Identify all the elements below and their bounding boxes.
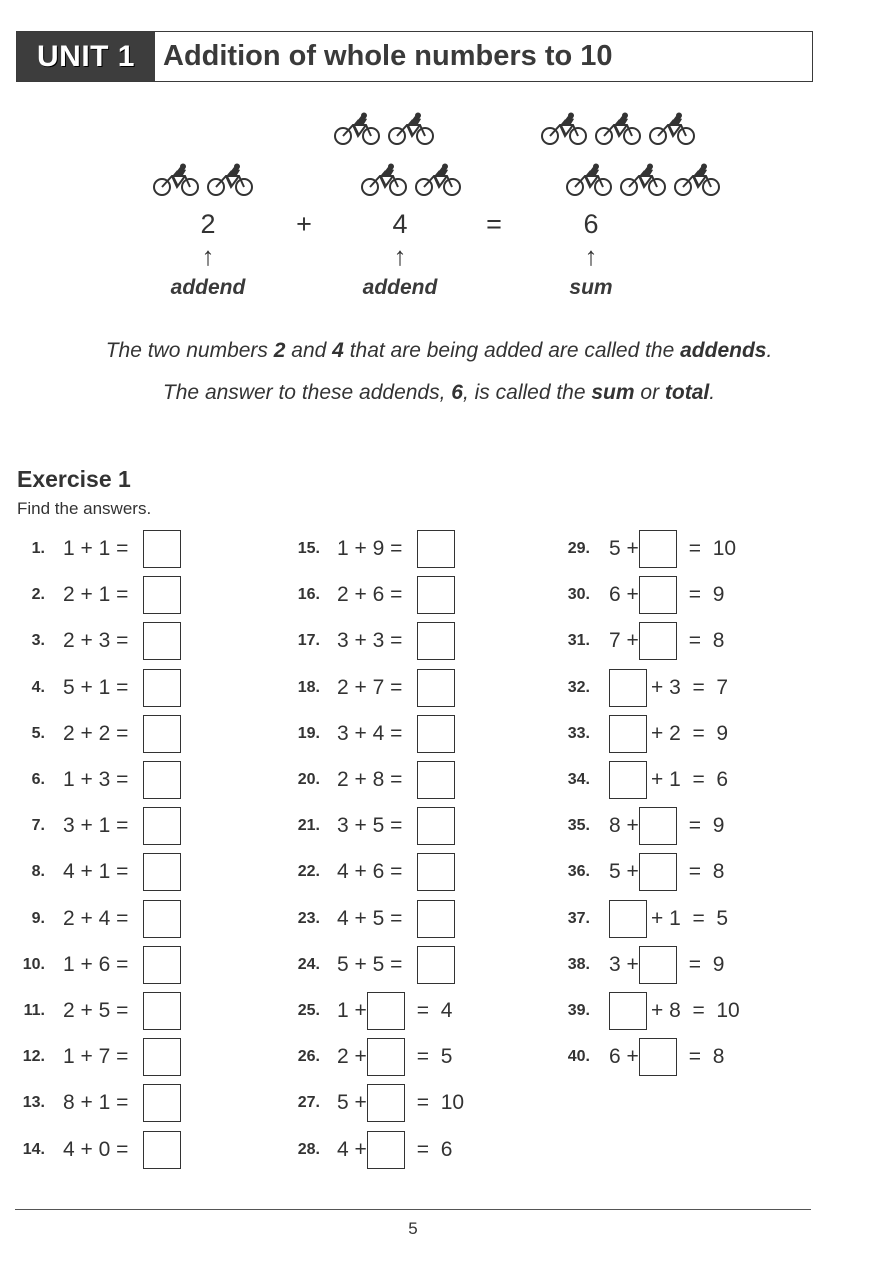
question-number: 24. <box>297 955 320 973</box>
answer-box[interactable] <box>417 576 455 614</box>
answer-box[interactable] <box>609 669 647 707</box>
up-arrow-icon: ↑ <box>201 241 215 271</box>
answer-box[interactable] <box>143 576 181 614</box>
question-text: + 8 = 10 <box>651 999 740 1022</box>
question-row <box>63 621 181 661</box>
question-text: = 5 <box>416 1045 453 1069</box>
question-row <box>337 899 455 939</box>
question-number: 30. <box>567 586 590 604</box>
question-number: 21. <box>297 817 320 835</box>
question-row <box>337 1130 452 1170</box>
question-text: 5 + <box>337 1091 367 1115</box>
answer-box[interactable] <box>639 576 677 614</box>
question-text: = 10 <box>416 1091 465 1115</box>
addend-label: addend <box>362 276 438 299</box>
question-text: = 9 <box>688 583 725 607</box>
question-text: = 6 <box>416 1137 453 1161</box>
answer-box[interactable] <box>417 853 455 891</box>
question-text: 1 + 3 = <box>63 768 129 791</box>
question-number: 36. <box>567 863 590 881</box>
answer-box[interactable] <box>143 992 181 1030</box>
answer-box[interactable] <box>143 807 181 845</box>
answer-box[interactable] <box>417 946 455 984</box>
question-number: 33. <box>567 724 590 742</box>
question-number: 11. <box>23 1002 45 1019</box>
question-number: 40. <box>567 1048 590 1066</box>
question-row <box>609 806 724 846</box>
cyclist-icon <box>619 163 667 197</box>
question-number: 7. <box>31 817 45 835</box>
question-number: 3. <box>31 632 45 650</box>
answer-box[interactable] <box>417 807 455 845</box>
sum-label: sum <box>569 276 613 299</box>
page-number: 5 <box>408 1219 418 1238</box>
question-row <box>63 806 181 846</box>
cyclist-icon <box>565 163 613 197</box>
plus-sign: + <box>296 209 312 239</box>
question-text: 1 + 7 = <box>63 1045 129 1069</box>
answer-box[interactable] <box>143 900 181 938</box>
cyclist-icon <box>152 163 200 197</box>
question-number: 9. <box>31 909 45 927</box>
addend-1-value: 2 <box>200 209 216 239</box>
cyclist-icon <box>414 163 462 197</box>
answer-box[interactable] <box>639 807 677 845</box>
question-row <box>609 945 724 985</box>
explanation-line-1: The two numbers 2 and 4 that are being added are called the addends. <box>105 339 773 362</box>
question-row <box>337 991 452 1031</box>
cyclist-group <box>152 163 254 197</box>
question-row <box>337 575 455 615</box>
question-text: 1 + <box>337 999 367 1022</box>
question-text: 1 + 9 = <box>337 537 403 560</box>
question-row <box>609 621 724 661</box>
question-row <box>609 852 724 892</box>
question-text: = 4 <box>416 999 453 1022</box>
cyclist-icon <box>648 112 696 146</box>
page-title: Addition of whole numbers to 10 <box>163 40 613 72</box>
question-text: = 9 <box>688 814 725 838</box>
answer-box[interactable] <box>417 900 455 938</box>
question-text: 3 + 1 = <box>63 814 129 838</box>
question-text: + 1 = 6 <box>651 768 729 791</box>
question-text: 2 + 6 = <box>337 583 403 607</box>
answer-box[interactable] <box>639 946 677 984</box>
question-text: = 8 <box>688 629 725 653</box>
question-row <box>337 1083 464 1123</box>
question-row <box>63 1083 181 1123</box>
answer-box[interactable] <box>417 669 455 707</box>
addend-2-value: 4 <box>392 209 408 239</box>
cyclist-group <box>333 112 435 146</box>
question-text: 2 + 4 = <box>63 906 129 930</box>
question-number: 38. <box>567 955 590 973</box>
cyclist-group <box>360 163 462 197</box>
question-text: 7 + <box>609 629 639 653</box>
unit-header <box>16 31 813 82</box>
question-number: 23. <box>297 909 320 927</box>
answer-box[interactable] <box>367 1131 405 1169</box>
exercise-title: Exercise 1 <box>17 466 131 492</box>
cyclist-icon <box>333 112 381 146</box>
answer-box[interactable] <box>417 715 455 753</box>
cyclist-icon <box>594 112 642 146</box>
answer-box[interactable] <box>143 715 181 753</box>
question-row <box>609 899 728 939</box>
footer-divider <box>15 1209 811 1210</box>
question-row <box>63 575 181 615</box>
question-number: 32. <box>567 678 590 696</box>
question-text: 2 + 8 = <box>337 768 403 791</box>
answer-box[interactable] <box>639 622 677 660</box>
question-text: 2 + 3 = <box>63 629 129 653</box>
question-text: 5 + 1 = <box>63 675 129 699</box>
explanation-line-2: The answer to these addends, 6, is called the sum or total. <box>162 381 716 404</box>
question-number: 25. <box>297 1002 320 1019</box>
question-row <box>609 760 728 800</box>
question-row <box>337 529 455 569</box>
exercise-instruction: Find the answers. <box>17 499 152 518</box>
question-number: 6. <box>31 771 45 788</box>
answer-box[interactable] <box>417 622 455 660</box>
question-number: 22. <box>297 863 320 881</box>
answer-box[interactable] <box>367 1038 405 1076</box>
question-row <box>609 714 728 754</box>
cyclist-icon <box>387 112 435 146</box>
question-number: 27. <box>297 1094 320 1112</box>
question-number: 2. <box>31 586 45 604</box>
question-number: 39. <box>567 1002 590 1019</box>
answer-box[interactable] <box>367 1084 405 1122</box>
cyclist-icon <box>360 163 408 197</box>
question-row <box>63 852 181 892</box>
question-number: 28. <box>297 1140 320 1158</box>
answer-box[interactable] <box>143 530 181 568</box>
question-number: 1. <box>31 540 45 557</box>
question-row <box>63 529 181 569</box>
answer-box[interactable] <box>143 622 181 660</box>
answer-box[interactable] <box>417 761 455 799</box>
question-text: 2 + 2 = <box>63 721 129 745</box>
question-text: 4 + 1 = <box>63 860 129 884</box>
answer-box[interactable] <box>143 1084 181 1122</box>
answer-box[interactable] <box>143 946 181 984</box>
question-number: 37. <box>567 909 590 927</box>
question-text: 1 + 6 = <box>63 952 129 976</box>
question-text: + 2 = 9 <box>651 721 729 745</box>
answer-box[interactable] <box>639 853 677 891</box>
question-text: = 10 <box>688 537 737 560</box>
question-row <box>63 668 181 708</box>
question-text: 3 + <box>609 952 639 976</box>
question-text: 6 + <box>609 1045 639 1069</box>
question-text: + 1 = 5 <box>651 906 729 930</box>
question-row <box>609 529 736 569</box>
cyclist-icon <box>540 112 588 146</box>
question-row <box>609 991 740 1031</box>
equals-sign: = <box>486 209 502 239</box>
question-number: 12. <box>22 1048 45 1066</box>
question-row <box>337 668 455 708</box>
answer-box[interactable] <box>417 530 455 568</box>
question-row <box>337 714 455 754</box>
question-text: 5 + 5 = <box>337 952 403 976</box>
unit-badge: UNIT 1 <box>17 32 155 81</box>
question-number: 16. <box>297 586 320 604</box>
question-row <box>609 1037 724 1077</box>
question-number: 20. <box>297 771 320 788</box>
question-number: 5. <box>31 724 45 742</box>
question-row <box>337 806 455 846</box>
cyclist-group <box>540 112 696 146</box>
question-text: 5 + <box>609 537 639 560</box>
question-row <box>337 1037 452 1077</box>
question-number: 14. <box>22 1140 45 1158</box>
answer-box[interactable] <box>143 1131 181 1169</box>
question-number: 35. <box>567 817 590 835</box>
question-number: 8. <box>31 863 45 881</box>
question-text: 4 + <box>337 1137 367 1161</box>
question-number: 34. <box>567 771 590 788</box>
question-number: 15. <box>297 540 320 557</box>
question-text: 3 + 4 = <box>337 721 403 745</box>
question-row <box>609 668 728 708</box>
question-text: 2 + 1 = <box>63 583 129 607</box>
answer-box[interactable] <box>609 715 647 753</box>
question-row <box>337 760 455 800</box>
answer-box[interactable] <box>367 992 405 1030</box>
question-number: 26. <box>297 1048 320 1066</box>
answer-box[interactable] <box>639 530 677 568</box>
question-number: 10. <box>22 955 45 973</box>
question-row <box>337 852 455 892</box>
question-row <box>63 1130 181 1170</box>
cyclist-icon <box>206 163 254 197</box>
question-text: = 9 <box>688 952 725 976</box>
question-text: = 8 <box>688 1045 725 1069</box>
question-text: 1 + 1 = <box>63 537 129 560</box>
answer-box[interactable] <box>609 992 647 1030</box>
question-row <box>337 621 455 661</box>
question-number: 19. <box>297 724 320 742</box>
addend-label: addend <box>170 276 246 299</box>
answer-box[interactable] <box>143 669 181 707</box>
question-text: 2 + 7 = <box>337 675 403 699</box>
question-row <box>63 1037 181 1077</box>
question-row <box>63 991 181 1031</box>
sum-value: 6 <box>583 209 599 239</box>
question-text: 8 + 1 = <box>63 1091 129 1115</box>
question-text: 4 + 0 = <box>63 1137 129 1161</box>
question-text: 4 + 6 = <box>337 860 403 884</box>
cyclist-group <box>565 163 721 197</box>
question-row <box>337 945 455 985</box>
question-number: 18. <box>297 678 320 696</box>
question-text: 3 + 5 = <box>337 814 403 838</box>
question-number: 31. <box>567 632 590 650</box>
cyclist-icon <box>673 163 721 197</box>
question-text: 6 + <box>609 583 639 607</box>
answer-box[interactable] <box>143 761 181 799</box>
question-row <box>63 945 181 985</box>
question-row <box>63 760 181 800</box>
up-arrow-icon: ↑ <box>584 241 598 271</box>
question-row <box>63 714 181 754</box>
question-number: 13. <box>22 1094 45 1112</box>
question-row <box>63 899 181 939</box>
question-text: 5 + <box>609 860 639 884</box>
answer-box[interactable] <box>143 853 181 891</box>
question-text: 4 + 5 = <box>337 906 403 930</box>
question-row <box>609 575 724 615</box>
question-text: 2 + <box>337 1045 367 1069</box>
question-number: 4. <box>31 678 45 696</box>
question-text: 3 + 3 = <box>337 629 403 653</box>
answer-box[interactable] <box>609 761 647 799</box>
question-text: 2 + 5 = <box>63 999 129 1022</box>
answer-box[interactable] <box>639 1038 677 1076</box>
up-arrow-icon: ↑ <box>393 241 407 271</box>
question-text: + 3 = 7 <box>651 675 729 699</box>
question-text: 8 + <box>609 814 639 838</box>
question-number: 29. <box>567 540 590 557</box>
answer-box[interactable] <box>609 900 647 938</box>
answer-box[interactable] <box>143 1038 181 1076</box>
question-text: = 8 <box>688 860 725 884</box>
question-number: 17. <box>297 632 320 650</box>
